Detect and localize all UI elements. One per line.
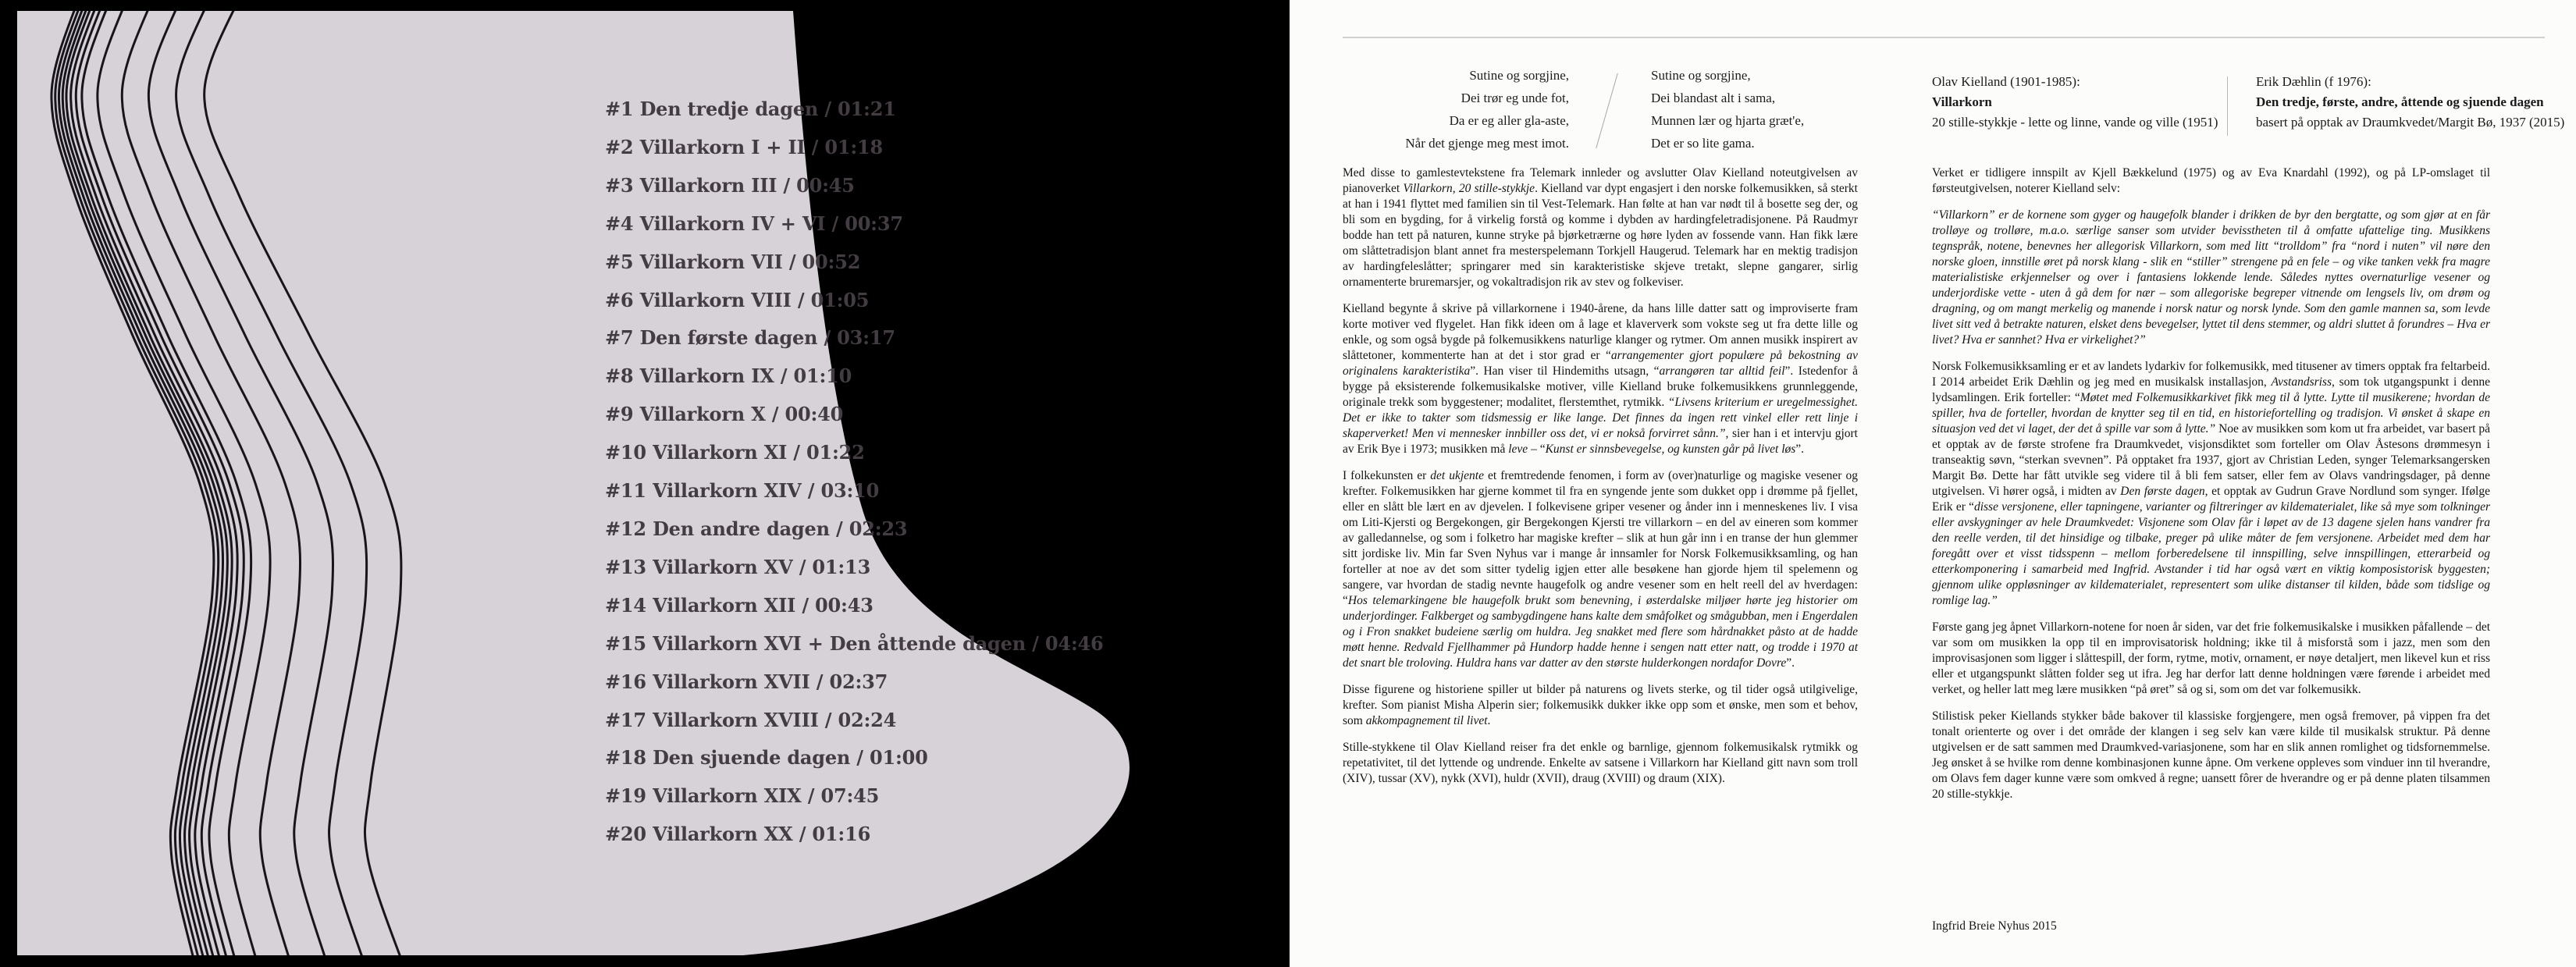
track-item: #8 Villarkorn IX / 01:10 [605,364,852,388]
paragraph: I folkekunsten er det ukjente et fremtredende fenomen, i form av (over)naturlige og magiske vesener og krefter. Folkemusikken har gjerne kommet til fra en syngende jente som dukket opp i drømme på fjellet, eller en slått ble lært en av djevelen. I folkevisene griper vesener og ånder inn i menneskenes liv. I visa om Liti-Kjersti og Bergekongen, gir Bergekongen Kjersti tre villarkorn – en del av eineren som kommer av galledannelse, og som i folketro har magiske krefter – slik at hun går inn i en transe der hun glemmer sitt jordiske liv. Min far Sven Nyhus var i mange år innsamler for Norsk Folkemusikksamling, og han forteller at noe av det som sitter tydelig igjen etter alle besøkene han gjorde hjem til spelemenn og sangere, var hvordan de stadig nevnte haugefolk og andre vesener som en helt reell del av hverdagen: “Hos telemarkingene ble haugefolk brukt som benevning, i østerdalske miljøer hørte jeg historier om underjordinger. Falkberget og sambygdingene hans kalte dem småfolket og smågubban, men i Engerdalen og i Fron snakket budeiene særlig om huldra. Jeg snakket med flere som hårdnakket påsto at de hadde møtt henne. Redvald Fjellhammer på Hundorp hadde henne i sengen natt etter natt, og trodde i 1970 at det snart ble troloving. Huldra hans var datter av den største hulderkongen nordafor Dovre”. [1343,469,1858,670]
credit-olav-kielland [1932,72,2218,133]
paragraph: Stille-stykkene til Olav Kielland reiser fra det enkle og barnlige, gjennom folkemusikalsk rytmikk og repetativitet, til det lyttende og undrende. Enkelte av satsene i Villarkorn har Kielland gitt navn som troll (XIV), tussar (XV), nykk (XVI), huldr (XVII), draug (XVIII) og draum (XIX). [1343,741,1858,785]
track-item: #4 Villarkorn IV + VI / 00:37 [605,212,903,235]
paragraph: Stilistisk peker Kiellands stykker både bakover til klassiske forgjengere, men også fremover, på vippen fra det tonalt orienterte og over i det område der klangen i seg selv kan være kilde til musikalsk struktur. På denne utgivelsen er de satt sammen med Draumkved-variasjonene, som har en slik annen romlighet og tidsfornemmelse. Jeg ønsket å se hvilke rom denne kombinasjonen kunne åpne. Om verkene oppleves som vinduer inn til hverandre, om Olavs fem dager kunne være som omkved å regne; uansett fôrer de hverandre og er på denne platen tilsammen 20 stille-stykkje. [1932,709,2490,801]
track-item: #18 Den sjuende dagen / 01:00 [605,746,928,770]
track-item: #6 Villarkorn VIII / 01:05 [605,288,870,311]
credit-work-subtitle: 20 stille-stykkje - lette og linne, vande og ville (1951) [1932,115,2218,130]
track-item: #13 Villarkorn XV / 01:13 [605,555,871,578]
paragraph: Disse figurene og historiene spiller ut bilder på naturens og livets sterke, og til tider også utilgivelige, krefter. Som pianist Misha Alperin sier; folkemusikk dukker ikke opp som et ønske, men som et behov, som akkompagnement til livet. [1343,683,1858,727]
track-item: #11 Villarkorn XIV / 03:10 [605,479,880,503]
credit-work-subtitle: basert på opptak av Draumkvedet/Margit Bø, 1937 (2015) [2256,115,2565,130]
track-item: #2 Villarkorn I + II / 01:18 [605,135,884,158]
track-item: #19 Villarkorn XIX / 07:45 [605,784,880,808]
credit-composer-name: Olav Kielland (1901-1985): [1932,74,2080,89]
verse-first: Sutine og sorgjine, Dei trør eg unde fot, Da er eg aller gla-aste, Når det gjenge meg mest imot. [1405,68,1569,151]
article-column-right [1932,165,2490,813]
track-item: #9 Villarkorn X / 00:40 [605,403,844,426]
track-item: #3 Villarkorn III / 00:45 [605,173,855,197]
paragraph: Kielland begynte å skrive på villarkornene i 1940-årene, da hans lille datter satt og improviserte fram korte motiver ved flygelet. Han fikk ideen om å lage et klaververk som vokste seg ut fra dette lille og enkle, og som også bygde på folkemusikkens naturlige klanger og rytmer. Om annen musikk inspirert av slåttetoner, kommenterte han at det i stor grad er “arrangementer gjort populære på bekostning av originalens karakteristika”. Han viser til Hindemiths utsagn, “arrangøren tar alltid feil”. Istedenfor å bygge på eksisterende folkemusikalske motiver, ville Kielland bruke folkemusikkens grunnleggende, originale trekk som byggestener; modalitet, flerstemthet, rytmikk. “Livsens kriterium er uregelmessighet. Det er ikke to takter som tidsmessig er like lange. Det finnes da ingen rett vinkel eller rett linje i skaperverket! Men vi mennesker innbiller oss det, vi er nokså forvirret sånn.”, sier han i et intervju gjort av Erik Bye i 1973; musikken må leve – “Kunst er sinnsbevegelse, og kunsten går på livet løs”. [1343,302,1859,456]
paragraph: Første gang jeg åpnet Villarkorn-notene for noen år siden, var det frie folkemusikalske i musikken påfallende – det var som om musikken la opp til en improvisatorisk holdning; ikke til å misforstå som i jazz, men som den improvisasjonen som ligger i slåttespill, der form, rytme, motiv, ornament, er nøye detaljert, men likevel kun et riss eller et utgangspunkt slåtten folder seg ut ifra. Jeg har derfor latt denne holdningen være førende i arbeidet med verket, og heller latt meg lære musikken “på øret” så og si, som om det var folkemusikk. [1932,620,2490,696]
page-right [1290,0,2576,967]
track-item: #16 Villarkorn XVII / 02:37 [605,670,888,693]
credit-divider [2227,76,2228,136]
track-item: #14 Villarkorn XII / 00:43 [605,593,873,617]
track-item: #17 Villarkorn XVIII / 02:24 [605,708,897,731]
track-item: #15 Villarkorn XVI + Den åttende dagen / 04:46 [605,631,1104,655]
track-item: #7 Den første dagen / 03:17 [605,326,895,350]
credit-composer-name: Erik Dæhlin (f 1976): [2256,74,2371,89]
track-item: #5 Villarkorn VII / 00:52 [605,250,861,273]
track-list [605,91,1103,854]
paragraph: Norsk Folkemusikksamling er et av landets lydarkiv for folkemusikk, med titusener av timers opptak fra feltarbeid. I 2014 arbeidet Erik Dæhlin og jeg med en musikalsk installasjon, Avstandsriss, som tok utgangspunkt i denne lydsamlingen. Erik forteller: “Møtet med Folkemusikkarkivet fikk meg til å lytte. Lytte til musikerene; hvordan de spiller, hva de forteller, hvordan de knytter seg til en tid, en historiefortelling og tradisjon. Vi ønsket å skape en situasjon ved det vi laget, der det å spille var som å lytte.” Noe av musikken som kom ut fra arbeidet, var basert på et opptak av de første strofene fra Draumkvedet, visjonsdiktet som forteller om Olav Åstesons drømmesyn i transeaktig søvn, “sterkan svevnen”. På opptaket fra 1937, gjort av Christian Leden, synger Telemarksangersken Margit Bø. Dette har fått utvikle seg videre til å bli fem satser, eller fem av Olavs vandringsdager, på denne utgivelsen. Vi hører også, i midten av Den første dagen, et opptak av Gudrun Grave Nordlund som synger. Ifølge Erik er “disse versjonene, eller tapningene, varianter og filtreringer av kildematerialet, like så mye som tolkninger eller avskygninger av hele Draumkvedet: Visjonene som Olav får i løpet av de 13 dagene sjelen hans vandrer fra den reelle verden, til det hinsidige og tilbake, preger på ulike måter de fem versjonene. Arbeidet med dem har foregått over et visst tidsspenn – mellom forberedelsene til innspilling, selve innspillingen, etterarbeid og etterkomponering i samarbeid med Ingfrid. Avstander i tid har også vært en viktig komposistorisk byggesten; gjennom ulike oppløsninger av kildematerialet, representert som ulike distanser til kilden, både som tidslige og romlige lag.” [1932,360,2490,607]
credit-erik-daehlin [2256,72,2564,133]
track-item: #20 Villarkorn XX / 01:16 [605,823,871,846]
track-item: #1 Den tredje dagen / 01:21 [605,98,896,120]
signature: Ingfrid Breie Nyhus 2015 [1932,919,2057,933]
verse-second: Sutine og sorgjine, Dei blandast alt i sama, Munnen lær og hjarta græt'e, Det er so lite gama. [1651,68,1805,151]
article-column-left [1343,165,1858,798]
paragraph: Med disse to gamlestevtekstene fra Telemark innleder og avslutter Olav Kielland noteutgivelsen av pianoverket Villarkorn, 20 stille-stykkje. Kielland var dypt engasjert i den norske folkemusikken, så sterkt at han i 1941 flyttet med familien sin til Vest-Telemark. Han følte at han var nødt til å bosette seg der, og bli som en bygding, for å virkelig forstå og komme i dybden av hardingfeletradisjonene. På Raudmyr bodde han tett på naturen, kunne stryke på bjørketrærne og høre lyden av fossende vann. Han fikk lære om slåttetradisjon blant annet fra mesterspelemann Torkjell Haugerud. Telemark har en mektig tradisjon av hardingfeleslåtter; springarer med sin karakteristiske skjeve tretakt, slepne gangarer, sirlig ornamenterte bruremarsjer, og vokaltradisjon rik av stev og folkeviser. [1343,166,1858,289]
credit-work-title: Villarkorn [1932,94,1992,109]
paragraph: “Villarkorn” er de kornene som gyger og haugefolk blander i drikken de byr den bergtatte, og som gjør at en får trolløye og trolløre, m.a.o. særlige sanser som utvider bevisstheten til å omfatte ufattelige ting. Musikkens tegnspråk, notene, benevnes her allegorisk Villarkorn, som med litt “trolldom” fra “nord i nuten” vil nøre den norske gloen, innstille øret på norsk klang - slik en “stiller” strengene på en fele – og vike tanken vekk fra magre materialistiske erkjennelser og over i fantasiens lokkende lende. Således nyttes overnaturlige vesener og underjordiske vette - uten å gå dem for nær – som allegoriske begreper vitnende om lengsels liv, om drøm og dragning, og om mangt merkelig og manende i norsk natur og norsk lynde. Som den gamle mannen sa, som levde livet sitt ved å betrakte naturen, elsket dens bevegelser, lyttet til dens stemmer, og aldri sluttet å forundres – Hva er livet? Hva er sannhet? Hva er virkelighet?” [1932,208,2490,347]
credit-work-title: Den tredje, første, andre, åttende og sjuende dagen [2256,94,2544,109]
track-item: #12 Den andre dagen / 02:23 [605,517,908,540]
top-rule [1343,37,2545,38]
verse-slash-divider [1596,73,1618,148]
paragraph: Verket er tidligere innspilt av Kjell Bækkelund (1975) og av Eva Knardahl (1992), og på LP-omslaget til førsteutgivelsen, noterer Kielland selv: [1932,166,2490,195]
track-item: #10 Villarkorn XI / 01:22 [605,441,865,464]
